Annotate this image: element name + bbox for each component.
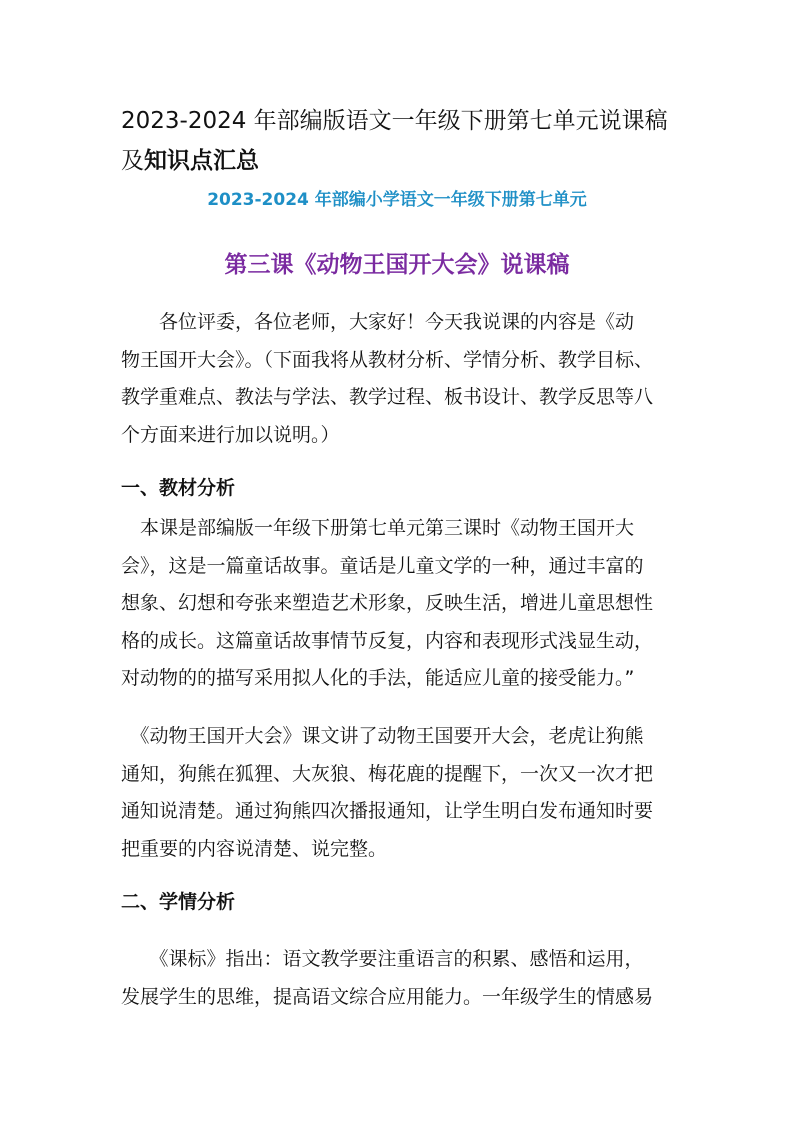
section2-heading: 二、学情分析 (121, 891, 236, 913)
section1-paragraph1: 本课是部编版一年级下册第七单元第三课时《动物王国开大 会》，这是一篇童话故事。童话是儿童文学的一种，通过丰富的 想象、幻想和夸张来塑造艺术形象，反映生活，增进儿童思想性 格的成长。这篇童话故事情节反复，内容和表现形式浅显生动， 对动物的的描写采用拟人化的手法，能适应儿童的接受能力。” (121, 517, 654, 689)
document-title-line1: 2023-2024 年部编版语文一年级下册第七单元说课稿 (121, 108, 668, 134)
section1-paragraph2: 《动物王国开大会》课文讲了动物王国要开大会，老虎让狗熊 通知，狗熊在狐狸、大灰狼、梅花鹿的提醒下，一次又一次才把 通知说清楚。通过狗熊四次播报通知，让学生明白发布通知时要 把重要的内容说清楚、说完整。 (121, 725, 654, 860)
intro-paragraph: 各位评委，各位老师，大家好！今天我说课的内容是《动 物王国开大会》。（下面我将从教材分析、学情分析、教学目标、 教学重难点、教法与学法、教学过程、板书设计、教学反思等八 个方面来进行加以说明。） (121, 311, 654, 446)
section2-paragraph1: 《课标》指出：语文教学要注重语言的积累、感悟和运用， 发展学生的思维，提高语文综合应用能力。一年级学生的情感易 (121, 948, 654, 1008)
section1-heading: 一、教材分析 (121, 477, 236, 499)
document-title-line2-prefix: 及 (121, 148, 144, 174)
document-subtitle: 2023-2024 年部编小学语文一年级下册第七单元 (207, 190, 587, 210)
document-title (121, 101, 691, 181)
document-title-line2-bold: 知识点汇总 (144, 148, 259, 174)
lesson-title: 第三课《动物王国开大会》说课稿 (224, 252, 570, 278)
